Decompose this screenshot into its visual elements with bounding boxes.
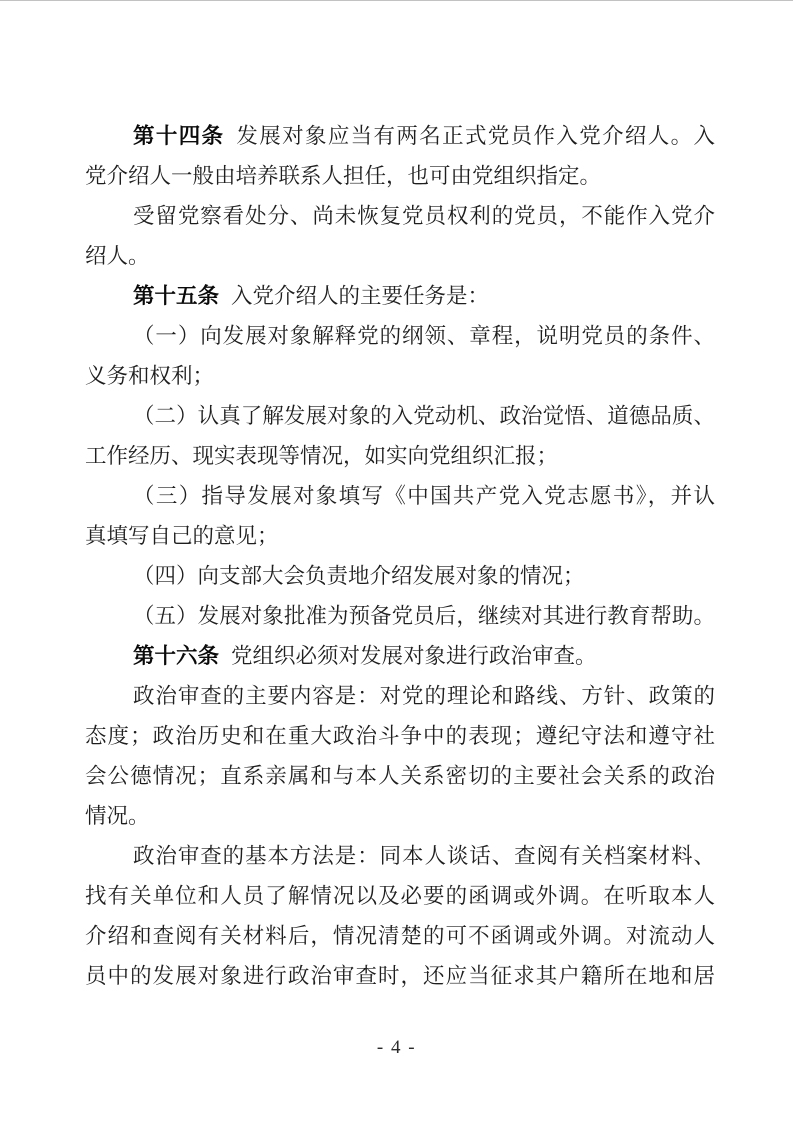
text-line — [85, 116, 715, 156]
text-line — [85, 396, 715, 436]
text-line — [85, 516, 715, 556]
line-text: 会公德情况；直系亲属和与本人关系密切的主要社会关系的政治 — [85, 764, 715, 788]
line-text: （四）向支部大会负责地介绍发展对象的情况； — [133, 564, 585, 588]
line-text: 政治审查的基本方法是：同本人谈话、查阅有关档案材料、 — [133, 844, 715, 868]
line-text: 态度；政治历史和在重大政治斗争中的表现；遵纪守法和遵守社 — [85, 724, 715, 748]
text-line — [85, 476, 715, 516]
line-text: 介绍和查阅有关材料后，情况清楚的可不函调或外调。对流动人 — [85, 924, 715, 948]
text-line — [85, 916, 715, 956]
line-text: （三）指导发展对象填写《中国共产党入党志愿书》，并认 — [133, 484, 715, 508]
text-line — [85, 196, 715, 236]
document-body — [85, 116, 715, 996]
page-number: - 4 - — [376, 1037, 417, 1058]
scan-top-edge — [0, 0, 793, 1]
article-number-heading: 第十六条 — [133, 644, 220, 668]
line-text: 党介绍人一般由培养联系人担任，也可由党组织指定。 — [85, 164, 602, 188]
line-text: 员中的发展对象进行政治审查时，还应当征求其户籍所在地和居 — [85, 964, 715, 988]
line-text: 真填写自己的意见； — [85, 524, 279, 548]
line-text: 党组织必须对发展对象进行政治审查。 — [231, 644, 597, 668]
article-number-heading: 第十五条 — [133, 284, 220, 308]
text-line — [85, 156, 715, 196]
line-text: 发展对象应当有两名正式党员作入党介绍人。入 — [236, 124, 715, 148]
line-text: 义务和权利； — [85, 364, 215, 388]
text-line — [85, 956, 715, 996]
text-line — [85, 276, 715, 316]
line-text: 受留党察看处分、尚未恢复党员权利的党员，不能作入党介 — [133, 204, 715, 228]
text-line — [85, 796, 715, 836]
text-line — [85, 756, 715, 796]
text-line — [85, 636, 715, 676]
text-line — [85, 716, 715, 756]
text-line — [85, 316, 715, 356]
text-line — [85, 556, 715, 596]
text-line — [85, 236, 715, 276]
article-number-heading: 第十四条 — [133, 124, 225, 148]
line-text: 绍人。 — [85, 244, 150, 268]
text-line — [85, 596, 715, 636]
text-line — [85, 836, 715, 876]
text-line — [85, 436, 715, 476]
text-line — [85, 876, 715, 916]
line-text: （二）认真了解发展对象的入党动机、政治觉悟、道德品质、 — [133, 404, 715, 428]
text-line — [85, 676, 715, 716]
line-text: 情况。 — [85, 804, 150, 828]
line-text: （一）向发展对象解释党的纲领、章程，说明党员的条件、 — [133, 324, 715, 348]
line-text: 政治审查的主要内容是：对党的理论和路线、方针、政策的 — [133, 684, 715, 708]
text-line — [85, 356, 715, 396]
line-text: （五）发展对象批准为预备党员后，继续对其进行教育帮助。 — [133, 604, 715, 628]
line-text: 入党介绍人的主要任务是： — [231, 284, 490, 308]
line-text: 工作经历、现实表现等情况，如实向党组织汇报； — [85, 444, 559, 468]
line-text: 找有关单位和人员了解情况以及必要的函调或外调。在听取本人 — [85, 884, 715, 908]
